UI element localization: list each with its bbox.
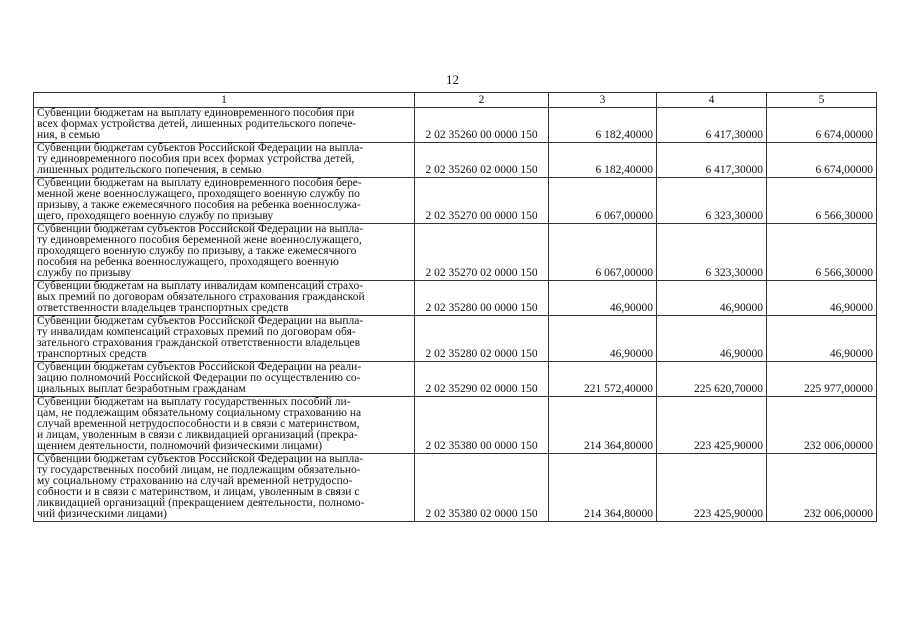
budget-classification-code: 2 02 35380 00 0000 150 xyxy=(415,397,549,454)
amount-col-5: 225 977,00000 xyxy=(767,362,877,397)
description-line: ответственности владельцев транспортных средств xyxy=(37,303,289,314)
amount-col-4: 46,90000 xyxy=(657,316,767,362)
description-line: случай временной нетрудоспособности и в связи с материнством, xyxy=(37,419,360,430)
header-col-2: 2 xyxy=(415,93,549,108)
description-line: Субвенции бюджетам субъектов Российской Федерации на реали- xyxy=(37,362,362,373)
amount-col-3: 214 364,80000 xyxy=(549,454,657,522)
description-line: транспортных средств xyxy=(37,349,147,360)
description-line: пособия на ребенка военнослужащего, проходящего военную xyxy=(37,257,339,268)
header-col-4: 4 xyxy=(657,93,767,108)
description-line: ликвидацией организаций (прекращением деятельности, полномо- xyxy=(37,498,365,509)
amount-col-5: 6 566,30000 xyxy=(767,224,877,281)
amount-col-5: 6 674,00000 xyxy=(767,143,877,178)
description-line: му социальному страхованию на случай временной нетрудоспо- xyxy=(37,476,353,487)
amount-col-5: 232 006,00000 xyxy=(767,454,877,522)
amount-col-4: 6 417,30000 xyxy=(657,143,767,178)
amount-col-3: 214 364,80000 xyxy=(549,397,657,454)
amount-col-4: 223 425,90000 xyxy=(657,397,767,454)
row-description xyxy=(34,397,415,454)
description-line: циальных выплат безработным гражданам xyxy=(37,384,246,395)
description-line: и лицам, уволенным в связи с ликвидацией организаций (прекра- xyxy=(37,430,358,441)
row-description xyxy=(34,316,415,362)
description-line: Субвенции бюджетам на выплату инвалидам компенсаций страхо- xyxy=(37,281,364,292)
table-row xyxy=(34,178,877,224)
header-col-3: 3 xyxy=(549,93,657,108)
budget-table xyxy=(33,92,877,522)
amount-col-3: 6 182,40000 xyxy=(549,108,657,143)
amount-col-5: 6 566,30000 xyxy=(767,178,877,224)
table-row xyxy=(34,316,877,362)
budget-classification-code: 2 02 35290 02 0000 150 xyxy=(415,362,549,397)
description-line: всех формах устройства детей, лишенных родительского попече- xyxy=(37,119,357,130)
header-col-5: 5 xyxy=(767,93,877,108)
description-line: призыву, а также ежемесячного пособия на ребенка военнослужа- xyxy=(37,200,361,211)
amount-col-5: 6 674,00000 xyxy=(767,108,877,143)
description-line: Субвенции бюджетам субъектов Российской Федерации на выпла- xyxy=(37,224,364,235)
amount-col-4: 6 323,30000 xyxy=(657,224,767,281)
table-row xyxy=(34,224,877,281)
description-line: службу по призыву xyxy=(37,268,132,279)
row-description xyxy=(34,224,415,281)
row-description xyxy=(34,143,415,178)
description-line: ту единовременного пособия при всех формах устройства детей, xyxy=(37,154,355,165)
row-description xyxy=(34,281,415,316)
table-header xyxy=(34,93,877,108)
amount-col-4: 225 620,70000 xyxy=(657,362,767,397)
table-row xyxy=(34,108,877,143)
table-row xyxy=(34,454,877,522)
description-line: чий физическими лицами) xyxy=(37,509,168,520)
description-line: Субвенции бюджетам на выплату единовременного пособия при xyxy=(37,108,355,119)
description-line: щением деятельности, полномочий физическими лицами) xyxy=(37,441,323,452)
budget-classification-code: 2 02 35260 00 0000 150 xyxy=(415,108,549,143)
description-line: ту единовременного пособия беременной жене военнослужащего, xyxy=(37,235,362,246)
amount-col-5: 46,90000 xyxy=(767,316,877,362)
table-row xyxy=(34,281,877,316)
row-description xyxy=(34,454,415,522)
budget-classification-code: 2 02 35280 02 0000 150 xyxy=(415,316,549,362)
amount-col-5: 46,90000 xyxy=(767,281,877,316)
budget-classification-code: 2 02 35380 02 0000 150 xyxy=(415,454,549,522)
amount-col-3: 221 572,40000 xyxy=(549,362,657,397)
description-line: зательного страхования гражданской ответственности владельцев xyxy=(37,338,361,349)
description-line: щего, проходящего военную службу по призыву xyxy=(37,211,274,222)
amount-col-4: 46,90000 xyxy=(657,281,767,316)
amount-col-4: 6 323,30000 xyxy=(657,178,767,224)
description-line: Субвенции бюджетам субъектов Российской Федерации на выпла- xyxy=(37,454,364,465)
page-number: 12 xyxy=(446,72,459,87)
description-line: лишенных родительского попечения, в семью xyxy=(37,165,262,176)
table-row xyxy=(34,362,877,397)
amount-col-4: 223 425,90000 xyxy=(657,454,767,522)
description-line: Субвенции бюджетам субъектов Российской Федерации на выпла- xyxy=(37,316,364,327)
description-line: менной жене военнослужащего, проходящего военную службу по xyxy=(37,189,360,200)
description-line: ту инвалидам компенсаций страховых премий по договорам обя- xyxy=(37,327,356,338)
table-body xyxy=(34,108,877,522)
budget-classification-code: 2 02 35270 02 0000 150 xyxy=(415,224,549,281)
description-line: Субвенции бюджетам субъектов Российской Федерации на выпла- xyxy=(37,143,364,154)
amount-col-4: 6 417,30000 xyxy=(657,108,767,143)
description-line: проходящего военную службу по призыву, а также ежемесячного xyxy=(37,246,357,257)
budget-classification-code: 2 02 35280 00 0000 150 xyxy=(415,281,549,316)
amount-col-3: 6 182,40000 xyxy=(549,143,657,178)
description-line: собности и в связи с материнством, и лицам, уволенным в связи с xyxy=(37,487,360,498)
description-line: ту государственных пособий лицам, не подлежащим обязательно- xyxy=(37,465,361,476)
row-description xyxy=(34,362,415,397)
budget-classification-code: 2 02 35270 00 0000 150 xyxy=(415,178,549,224)
header-row xyxy=(34,93,877,108)
description-line: Субвенции бюджетам на выплату государственных пособий ли- xyxy=(37,397,351,408)
description-line: вых премий по договорам обязательного страхования гражданской xyxy=(37,292,365,303)
row-description xyxy=(34,178,415,224)
description-line: ния, в семью xyxy=(37,130,101,141)
header-col-1: 1 xyxy=(34,93,415,108)
description-line: цам, не подлежащим обязательному социальному страхованию на xyxy=(37,408,362,419)
amount-col-3: 46,90000 xyxy=(549,281,657,316)
description-line: зацию полномочий Российской Федерации по осуществлению со- xyxy=(37,373,361,384)
amount-col-3: 6 067,00000 xyxy=(549,178,657,224)
budget-classification-code: 2 02 35260 02 0000 150 xyxy=(415,143,549,178)
amount-col-5: 232 006,00000 xyxy=(767,397,877,454)
table-row xyxy=(34,397,877,454)
amount-col-3: 46,90000 xyxy=(549,316,657,362)
row-description xyxy=(34,108,415,143)
amount-col-3: 6 067,00000 xyxy=(549,224,657,281)
description-line: Субвенции бюджетам на выплату единовременного пособия бере- xyxy=(37,178,362,189)
table-row xyxy=(34,143,877,178)
